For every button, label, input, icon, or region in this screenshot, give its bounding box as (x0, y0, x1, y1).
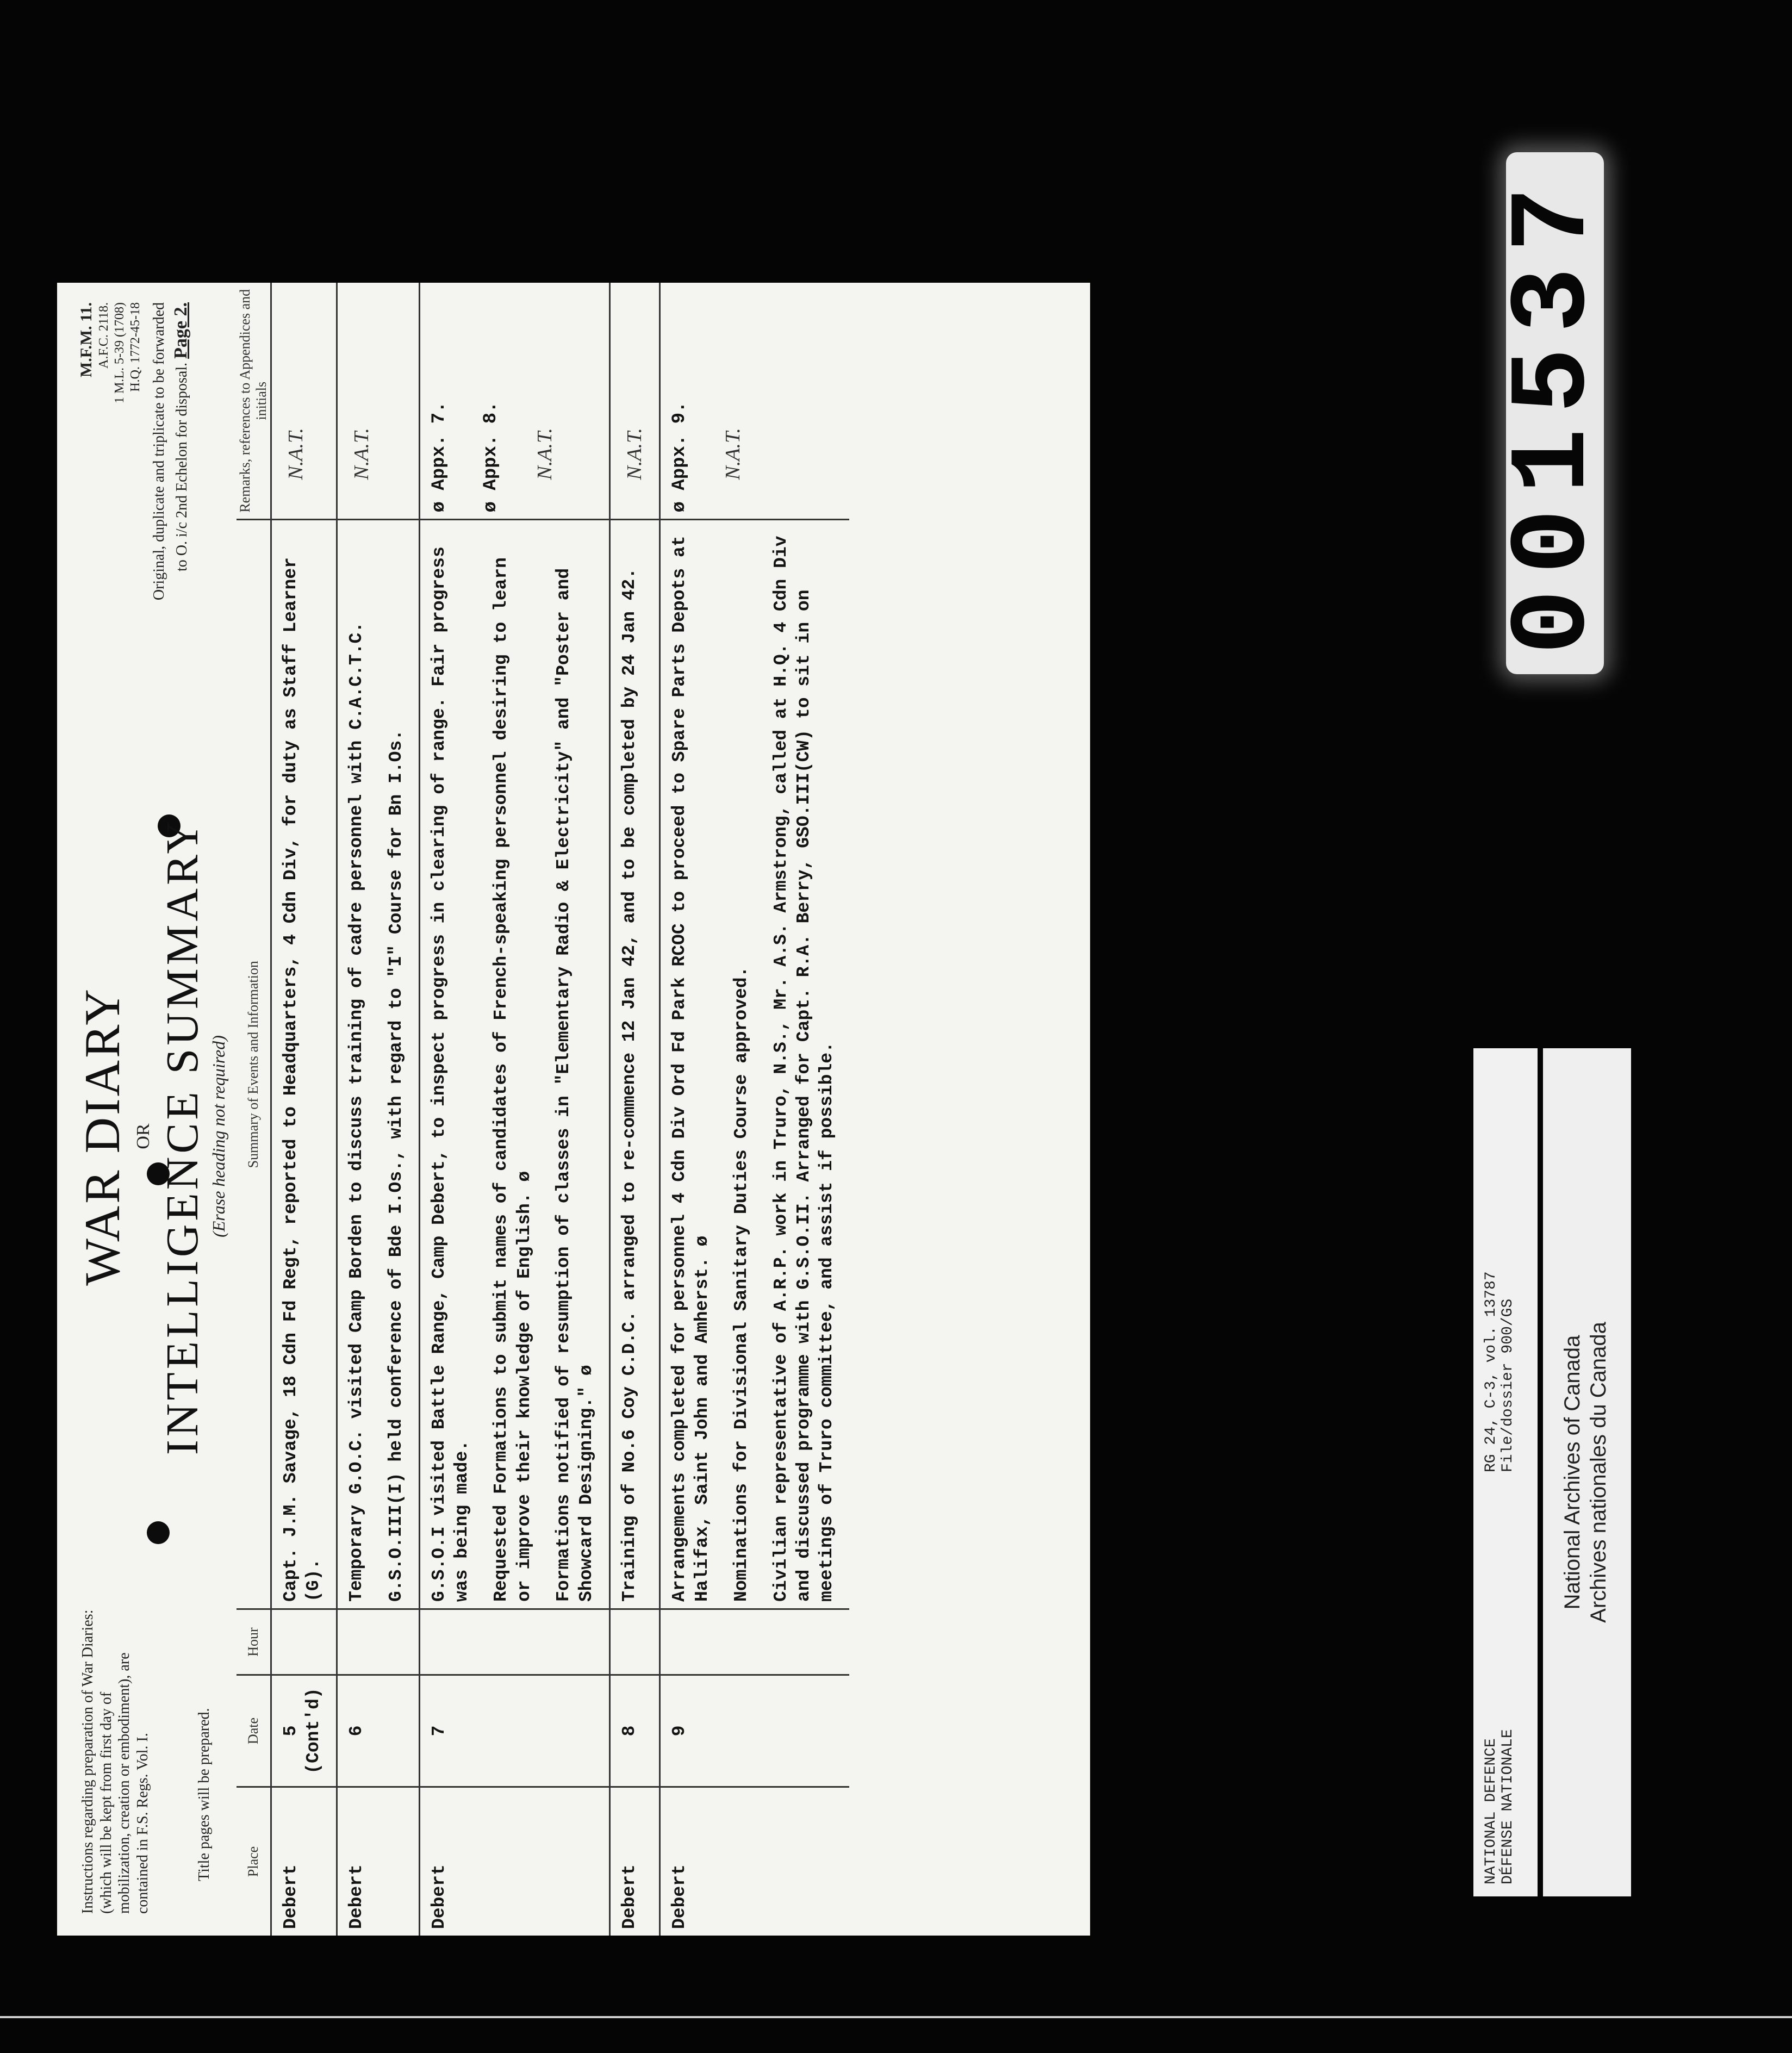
summary-entry: Requested Formations to submit names of candidates of French-speaking personnel desiring to learn or improve their knowledge of English. ø (491, 557, 534, 1602)
table-row (419, 283, 609, 1936)
reference-label (1473, 1048, 1538, 1896)
file-ref: File/dossier 900/GS (1499, 1298, 1516, 1472)
place-text: Debert (346, 1864, 367, 1929)
archives-name-fr: Archives nationales du Canada (1586, 1322, 1610, 1623)
diary-rows (271, 283, 850, 1936)
table-header-row (237, 283, 271, 1936)
film-edge-line (0, 2016, 1792, 2018)
date-note: (Cont'd) (303, 1688, 324, 1774)
archives-name-en: National Archives of Canada (1560, 1335, 1584, 1610)
war-diary-page (57, 283, 1090, 1936)
punch-hole-left (147, 1521, 170, 1544)
cell-date (337, 1675, 419, 1787)
col-date: Date (237, 1675, 271, 1787)
cell-remarks (271, 283, 337, 520)
table-row (337, 283, 419, 1936)
diary-heading (73, 783, 229, 1490)
table-row (610, 283, 660, 1936)
col-remarks: Remarks, references to Appendices and initials (237, 283, 271, 520)
appendix-reference: ø Appx. 8. (481, 401, 502, 513)
frame-number-plate (1493, 152, 1616, 674)
cell-remarks (659, 283, 849, 520)
record-group-ref: RG 24, C-3, vol. 13787 (1483, 1271, 1499, 1472)
cell-hour (419, 1609, 609, 1675)
col-hour: Hour (237, 1609, 271, 1675)
cell-remarks (419, 283, 609, 520)
place-text: Debert (669, 1864, 689, 1929)
initials-signature: N.A.T. (721, 428, 745, 480)
table-row (659, 283, 849, 1936)
form-ref-line2: A.F.C. 2118. (97, 302, 111, 369)
date-text: 5 (281, 1725, 301, 1737)
summary-entry: Civilian representative of A.R.P. work in Truro, N.S., Mr. A.S. Armstrong, called at H.Q. 4 Cdn Div and discussed programme with G.S.O.II. Arranged for Capt. R.A. Berry, GSO.III(CW) to sit in on meetings of Truro committee, and assist if possible. (770, 536, 837, 1602)
page-number: Page 2. (171, 302, 191, 359)
instructions-text: Instructions regarding preparation of War Diaries: (which will be kept from first day of mobilization, creation or embodiment), are contained in F.S. Regs. Vol. I. (79, 1609, 151, 1914)
summary-entry: Nominations for Divisional Sanitary Duties Course approved. (731, 966, 752, 1602)
heading-or: OR (133, 1123, 153, 1149)
summary-entry: Training of No.6 Coy C.D.C. arranged to re-commence 12 Jan 42, and to be completed by 24 Jan 42. (619, 568, 640, 1602)
forwarding-line1: Original, duplicate and triplicate to be forwarded (151, 302, 167, 601)
summary-entry: G.S.O.III(I) held conference of Bde I.Os., with regard to "I" Course for Bn I.Os. (385, 729, 406, 1602)
date-text: 6 (346, 1725, 367, 1737)
department-fr: DÉFENSE NATIONALE (1499, 1729, 1516, 1884)
form-reference (77, 302, 143, 403)
heading-war-diary: WAR DIARY (74, 987, 130, 1286)
summary-entry: G.S.O.I visited Battle Range, Camp Debert, to inspect progress in clearing of range. Fair progress was being made. (428, 546, 472, 1602)
archives-label (1543, 1048, 1631, 1896)
form-ref-line4: H.Q. 1772-45-18 (128, 302, 142, 392)
cell-hour (659, 1609, 849, 1675)
cell-summary (419, 520, 609, 1609)
summary-entry: Arrangements completed for personnel 4 Cdn Div Ord Fd Park RCOC to proceed to Spare Parts Depots at Halifax, Saint John and Amherst. ø (669, 536, 713, 1602)
summary-entry: Temporary G.O.C. visited Camp Borden to discuss training of cadre personnel with C.A.C.T.C. (346, 621, 367, 1602)
forwarding-line2: to O. i/c 2nd Echelon for disposal. (173, 362, 191, 572)
date-text: 8 (619, 1725, 640, 1737)
forwarding-note (150, 302, 194, 737)
appendix-reference: ø Appx. 9. (669, 401, 690, 513)
place-text: Debert (281, 1864, 301, 1929)
date-text: 7 (428, 1725, 449, 1737)
summary-entry: Formations notified of resumption of classes in "Elementary Radio & Electricity" and "Poster and Showcard Designing." ø (553, 568, 597, 1602)
cell-remarks (610, 283, 660, 520)
diary-table (237, 283, 849, 1936)
frame-number: 001537 (1493, 171, 1616, 655)
heading-intelligence-summary: INTELLIGENCE SUMMARY (157, 817, 208, 1455)
cell-summary (659, 520, 849, 1609)
cell-hour (610, 1609, 660, 1675)
cell-place (419, 1787, 609, 1936)
col-place: Place (237, 1787, 271, 1936)
cell-summary (610, 520, 660, 1609)
cell-hour (337, 1609, 419, 1675)
heading-erase-note: (Erase heading not required) (209, 1035, 228, 1237)
form-code: M.F.M. 11. (77, 302, 95, 378)
summary-entry: Capt. J.M. Savage, 18 Cdn Fd Regt, reported to Headquarters, 4 Cdn Div, for duty as Staff Learner (G). (281, 557, 324, 1602)
cell-date (419, 1675, 609, 1787)
cell-place (337, 1787, 419, 1936)
appendix-reference: ø Appx. 7. (428, 401, 450, 513)
table-row (271, 283, 337, 1936)
cell-hour (271, 1609, 337, 1675)
initials-signature: N.A.T. (623, 428, 646, 480)
title-pages-note: Title pages will be prepared. (196, 1708, 213, 1881)
form-ref-line3: 1 M.L. 5-39 (1708) (112, 302, 127, 403)
place-text: Debert (428, 1864, 449, 1929)
cell-place (659, 1787, 849, 1936)
department-en: NATIONAL DEFENCE (1483, 1738, 1499, 1884)
cell-remarks (337, 283, 419, 520)
initials-signature: N.A.T. (350, 428, 374, 480)
place-text: Debert (619, 1864, 640, 1929)
initials-signature: N.A.T. (284, 428, 307, 480)
archive-labels (1473, 1048, 1631, 1896)
cell-place (271, 1787, 337, 1936)
date-text: 9 (669, 1725, 689, 1737)
col-summary: Summary of Events and Information (237, 520, 271, 1609)
cell-summary (271, 520, 337, 1609)
initials-signature: N.A.T. (533, 428, 556, 480)
cell-date (659, 1675, 849, 1787)
cell-place (610, 1787, 660, 1936)
cell-summary (337, 520, 419, 1609)
cell-date (271, 1675, 337, 1787)
cell-date (610, 1675, 660, 1787)
